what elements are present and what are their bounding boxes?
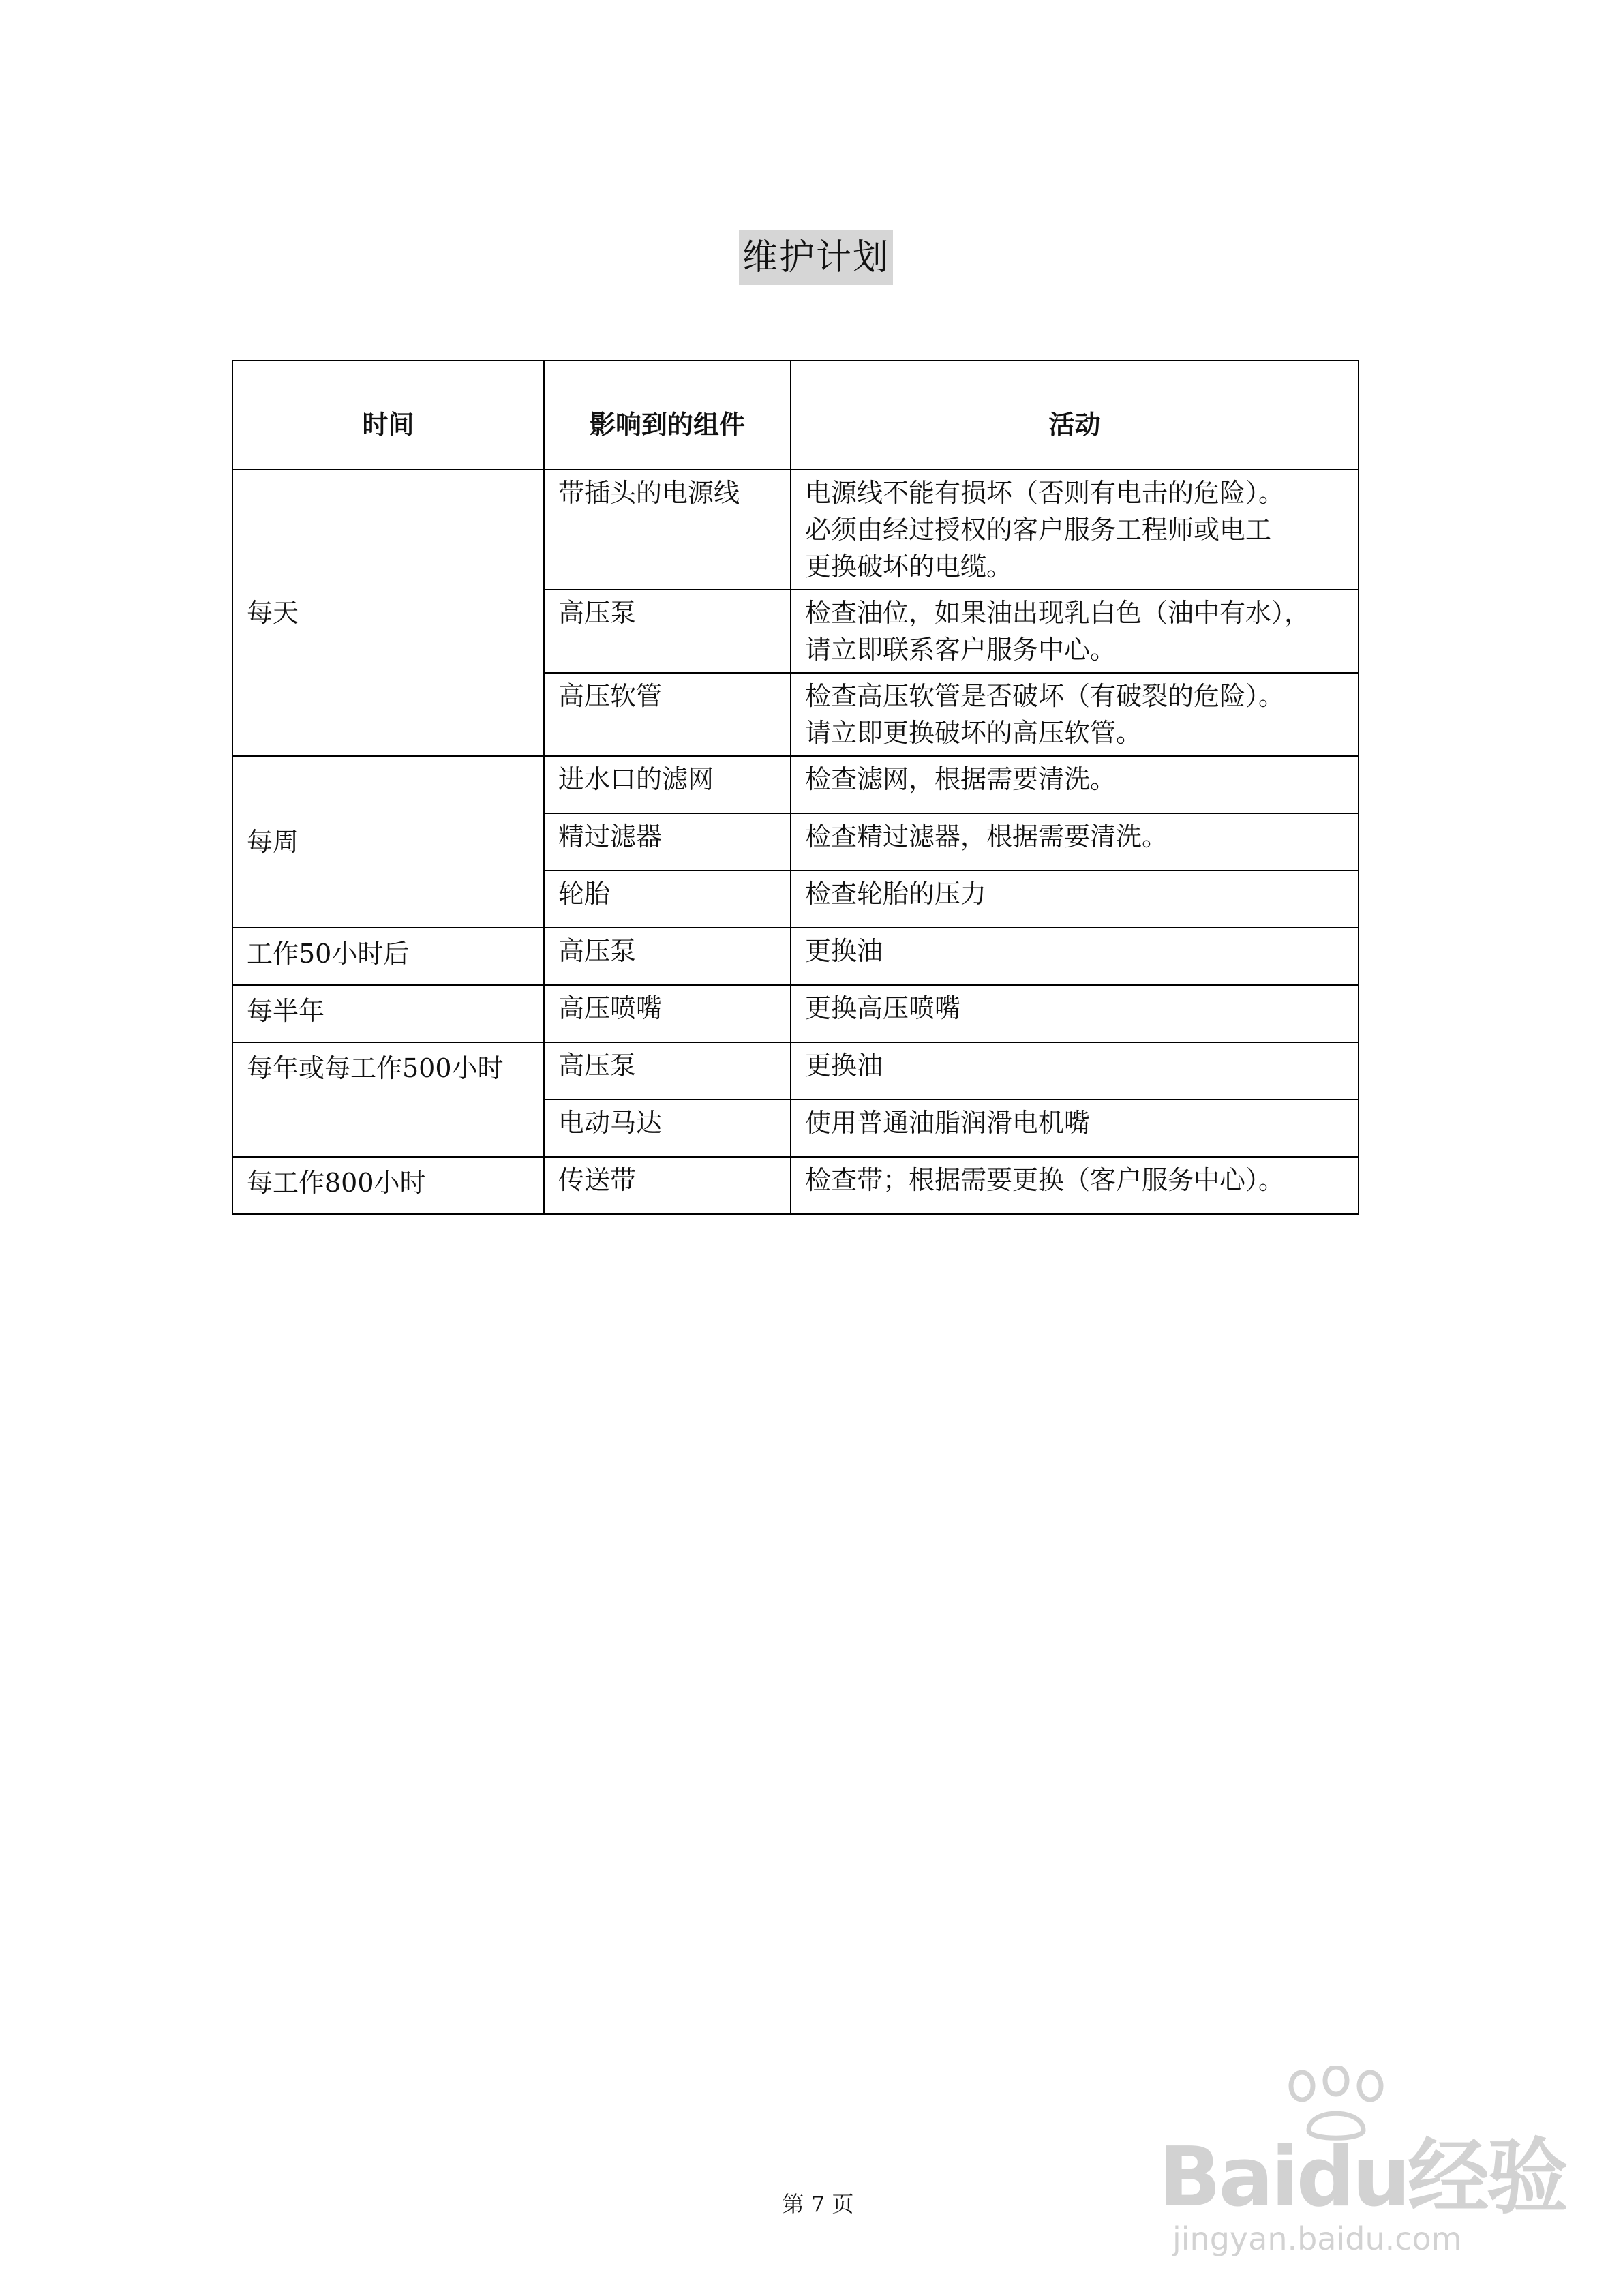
activity-line: 检查精过滤器，根据需要清洗。 <box>805 821 1168 851</box>
activity-line: 更换破坏的电缆。 <box>805 552 1013 581</box>
component-cell: 带插头的电源线 <box>544 470 791 590</box>
activity-cell <box>791 985 1359 1042</box>
activity-line: 请立即联系客户服务中心。 <box>805 635 1117 665</box>
watermark-logo-text: Baidu经验 <box>1159 2130 1566 2225</box>
component-cell: 精过滤器 <box>544 813 791 871</box>
component-cell: 电动马达 <box>544 1100 791 1157</box>
activity-cell <box>791 871 1359 928</box>
component-cell: 高压软管 <box>544 673 791 756</box>
table-row <box>232 756 1359 813</box>
table-row <box>232 928 1359 985</box>
activity-line: 检查油位，如果油出现乳白色（油中有水）， <box>805 598 1311 628</box>
activity-cell <box>791 756 1359 813</box>
activity-line: 电源线不能有损坏（否则有电击的危险）。 <box>805 478 1285 508</box>
activity-line: 更换油 <box>805 1051 883 1081</box>
baidu-jingyan-watermark <box>1145 2066 1566 2257</box>
activity-cell <box>791 1157 1359 1214</box>
activity-line: 检查轮胎的压力 <box>805 879 987 909</box>
activity-cell <box>791 470 1359 590</box>
table-header-row <box>232 361 1359 470</box>
page-number: 第 7 页 <box>782 2191 854 2217</box>
activity-line: 更换高压喷嘴 <box>805 993 961 1023</box>
activity-cell <box>791 1042 1359 1100</box>
watermark-url: jingyan.baidu.com <box>1172 2220 1462 2257</box>
header-time: 时间 <box>232 361 544 470</box>
period-cell: 工作50小时后 <box>232 928 544 985</box>
activity-line: 检查带；根据需要更换（客户服务中心）。 <box>805 1165 1285 1195</box>
component-cell: 轮胎 <box>544 871 791 928</box>
table-row <box>232 1157 1359 1214</box>
activity-cell <box>791 590 1359 673</box>
component-cell: 高压泵 <box>544 1042 791 1100</box>
component-cell: 高压泵 <box>544 928 791 985</box>
activity-line: 更换油 <box>805 936 883 966</box>
component-cell: 进水口的滤网 <box>544 756 791 813</box>
component-cell: 传送带 <box>544 1157 791 1214</box>
paw-icon <box>1261 2066 1411 2141</box>
period-cell: 每半年 <box>232 985 544 1042</box>
activity-line: 必须由经过授权的客户服务工程师或电工 <box>805 515 1272 545</box>
period-cell: 每年或每工作500小时 <box>232 1042 544 1157</box>
header-component: 影响到的组件 <box>544 361 791 470</box>
table-row <box>232 985 1359 1042</box>
table-row <box>232 470 1359 590</box>
activity-cell <box>791 928 1359 985</box>
maintenance-schedule-table <box>232 360 1359 1215</box>
activity-line: 使用普通油脂润滑电机嘴 <box>805 1108 1091 1138</box>
activity-line: 请立即更换破坏的高压软管。 <box>805 718 1142 748</box>
activity-cell <box>791 813 1359 871</box>
period-cell: 每工作800小时 <box>232 1157 544 1214</box>
page-title: 维护计划 <box>739 230 893 285</box>
activity-cell <box>791 1100 1359 1157</box>
activity-cell <box>791 673 1359 756</box>
component-cell: 高压喷嘴 <box>544 985 791 1042</box>
activity-line: 检查滤网，根据需要清洗。 <box>805 764 1117 794</box>
header-activity: 活动 <box>791 361 1359 470</box>
table-row <box>232 1042 1359 1100</box>
period-cell: 每天 <box>232 470 544 756</box>
component-cell: 高压泵 <box>544 590 791 673</box>
period-cell: 每周 <box>232 756 544 928</box>
activity-line: 检查高压软管是否破坏（有破裂的危险）。 <box>805 681 1285 711</box>
